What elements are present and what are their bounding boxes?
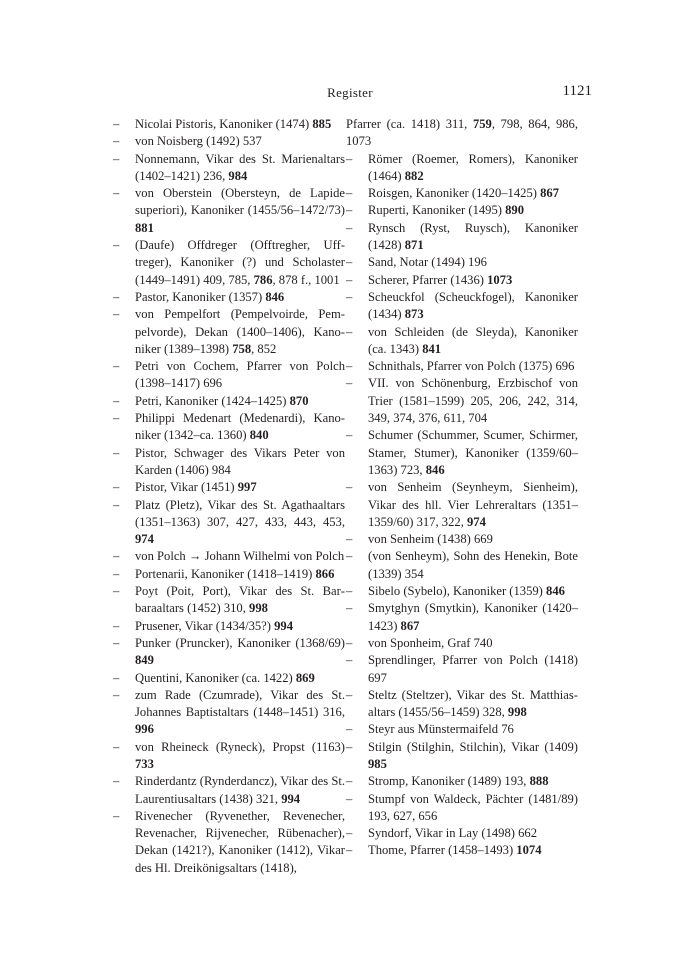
entry-text: Thome, Pfarrer (1458–1493) <box>368 843 517 858</box>
entry-text: Syndorf, Vikar in Lay (1498) 662 <box>368 826 538 841</box>
index-entry <box>346 202 578 219</box>
entry-text: Sand, Notar (1494) 196 <box>368 255 487 270</box>
entry-dash: – <box>346 601 353 616</box>
entry-main-reference: 846 <box>546 584 565 599</box>
entry-dash: – <box>113 117 120 131</box>
entry-text: von Pempelfort (Pempelvoirde, Pempelvorde), Dekan (1400–1406), Kanoniker (1389–1398) <box>135 307 345 356</box>
entry-dash: – <box>113 584 120 599</box>
index-entry <box>113 548 345 565</box>
index-entry <box>346 739 578 774</box>
index-entry <box>113 289 345 306</box>
entry-main-reference: 996 <box>135 722 154 737</box>
entry-text: zum Rade (Czumrade), Vikar des St. Johannes Baptistaltars (1448–1451) 316, <box>135 687 345 720</box>
entry-text: Roisgen, Kanoniker (1420–1425) <box>368 186 541 201</box>
index-entry <box>113 151 345 186</box>
index-entry <box>346 721 578 738</box>
entry-main-reference: 871 <box>404 238 424 253</box>
entry-dash: – <box>346 687 353 702</box>
index-entry <box>346 151 578 186</box>
entry-main-reference: 888 <box>529 774 549 789</box>
index-entry <box>113 185 345 237</box>
right-column <box>346 116 578 860</box>
index-entry <box>346 185 578 202</box>
entry-text: Prusener, Vikar (1434/35?) <box>135 618 275 633</box>
index-entry <box>346 375 578 427</box>
entry-dash: – <box>113 739 120 754</box>
entry-text: Scheuckfol (Scheuckfogel), Kanoniker (1434) <box>368 289 578 322</box>
index-entry <box>346 791 578 826</box>
index-entry <box>113 497 345 549</box>
entry-text: Philippi Medenart (Medenardi), Kanoniker (1342–ca. 1360) <box>135 411 345 443</box>
index-entry <box>346 652 578 687</box>
entry-main-reference: 786 <box>253 272 273 287</box>
entry-dash: – <box>346 376 353 391</box>
entry-main-reference: 994 <box>274 618 293 633</box>
index-entry <box>113 306 345 358</box>
entry-dash: – <box>113 238 120 253</box>
entry-text: Stumpf von Waldeck, Pächter (1481/89) 193, 627, 656 <box>368 791 578 823</box>
index-entry <box>113 739 345 774</box>
entry-dash: – <box>346 428 353 443</box>
index-entry <box>346 358 578 375</box>
entry-text: Nicolai Pistoris, Kanoniker (1474) <box>135 117 313 131</box>
entry-text: von Senheim (1438) 669 <box>368 532 493 547</box>
index-entry <box>346 583 578 600</box>
entry-main-reference: 758 <box>232 341 252 356</box>
entry-main-reference: 1074 <box>516 843 542 858</box>
entry-text: Ruperti, Kanoniker (1495) <box>368 203 506 218</box>
entry-text: (von Senheym), Sohn des Henekin, Bote (1339) 354 <box>368 549 578 581</box>
entry-main-reference: 841 <box>422 341 442 356</box>
entry-text: von Noisberg (1492) 537 <box>135 134 262 149</box>
entry-text: von Sponheim, Graf 740 <box>368 635 493 650</box>
entry-dash: – <box>113 687 120 702</box>
entry-main-reference: 846 <box>425 462 445 477</box>
entry-dash: – <box>346 272 353 287</box>
entry-dash: – <box>113 480 120 495</box>
entry-main-reference: 849 <box>135 653 154 668</box>
page-number: 1121 <box>562 83 592 99</box>
index-entry <box>346 687 578 722</box>
index-entry <box>113 410 345 445</box>
index-entry <box>113 479 345 496</box>
entry-dash: – <box>346 722 353 737</box>
entry-main-reference: 873 <box>404 307 424 322</box>
entry-text: Sprendlinger, Pfarrer von Polch (1418) 697 <box>368 653 578 685</box>
entry-dash: – <box>113 808 120 823</box>
entry-main-reference: 890 <box>505 203 524 218</box>
entry-main-reference: 870 <box>289 393 309 408</box>
entry-dash: – <box>346 324 353 339</box>
entry-main-reference: 882 <box>404 168 424 183</box>
entry-dash: – <box>346 826 353 841</box>
entry-dash: – <box>346 532 353 547</box>
entry-text-tail: , 878 f., 1001 <box>272 272 340 287</box>
entry-text: von Senheim (Seynheym, Sienheim), Vikar des hll. Vier Lehreraltars (1351–1359/60) 317, 322, <box>368 480 578 529</box>
entry-text: Rivenecher (Ryvenether, Revenecher, Revenacher, Rijvenecher, Rübenacher), Dekan (1421?), Kanoniker (1412), Vikar des Hl. Dreikönigsaltars (1418), <box>135 808 345 875</box>
index-entry <box>113 773 345 808</box>
entry-main-reference: 866 <box>315 566 335 581</box>
entry-text: Poyt (Poit, Port), Vikar des St. Barbaraaltars (1452) 310, <box>135 584 345 616</box>
entry-dash: – <box>346 843 353 858</box>
entry-main-reference: 840 <box>249 428 269 443</box>
index-entry <box>113 358 345 393</box>
entry-dash: – <box>346 549 353 564</box>
entry-dash: – <box>113 670 120 685</box>
index-entry <box>346 600 578 635</box>
entry-main-reference: 733 <box>135 756 154 771</box>
entry-main-reference: 867 <box>540 186 559 201</box>
entry-main-reference: 994 <box>281 791 301 806</box>
entry-text: von Schleiden (de Sleyda), Kanoniker (ca. 1343) <box>368 324 578 356</box>
entry-dash: – <box>113 445 120 460</box>
entry-text: von Rheineck (Ryneck), Propst (1163) <box>135 739 345 754</box>
entry-dash: – <box>113 307 120 322</box>
entry-text: Pistor, Vikar (1451) <box>135 480 238 495</box>
entry-text-tail: , 852 <box>251 341 277 356</box>
entry-main-reference: 985 <box>368 756 387 771</box>
entry-dash: – <box>346 220 353 235</box>
entry-dash: – <box>113 618 120 633</box>
entry-dash: – <box>346 480 353 495</box>
index-entry <box>346 635 578 652</box>
entry-text: Quentini, Kanoniker (ca. 1422) <box>135 670 296 685</box>
index-entry <box>113 687 345 739</box>
entry-dash: – <box>346 289 353 304</box>
index-entry <box>113 670 345 687</box>
entry-main-reference: 998 <box>249 601 268 616</box>
entry-main-reference: 998 <box>507 705 527 720</box>
index-entry <box>346 825 578 842</box>
entry-text: Scherer, Pfarrer (1436) <box>368 272 488 287</box>
entry-dash: – <box>113 635 120 650</box>
index-entry <box>346 479 578 531</box>
entry-text: Sibelo (Sybelo), Kanoniker (1359) <box>368 584 547 599</box>
entry-text: Steyr aus Münstermaifeld 76 <box>368 722 514 737</box>
entry-text: Stromp, Kanoniker (1489) 193, <box>368 774 530 789</box>
entry-text: (Daufe) Offdreger (Offtregher, Ufftreger), Kanoniker (?) und Scholaster (1449–1491) 409, 785, <box>135 238 345 287</box>
entry-main-reference: 867 <box>400 618 420 633</box>
entry-dash: – <box>113 186 120 201</box>
entry-dash: – <box>113 549 120 564</box>
entry-dash: – <box>346 635 353 650</box>
entry-dash: – <box>113 151 120 166</box>
index-entry <box>113 237 345 289</box>
index-entry <box>113 133 345 150</box>
entry-text: Rynsch (Ryst, Ruysch), Kanoniker (1428) <box>368 220 578 253</box>
entry-text-tail: , 798, 864, 986, 1073 <box>346 117 578 149</box>
index-entry <box>113 583 345 618</box>
entry-dash: – <box>346 653 353 668</box>
entry-text: von Polch → Johann Wilhelmi von Polch <box>135 549 345 564</box>
entry-dash: – <box>113 411 120 426</box>
entry-main-reference: 881 <box>135 220 154 235</box>
entry-text: Schumer (Schummer, Scumer, Schirmer, Stamer, Stumer), Kanoniker (1359/60–1363) 723, <box>368 428 578 477</box>
index-entry <box>113 635 345 670</box>
index-entry <box>346 842 578 859</box>
entry-dash: – <box>346 151 353 166</box>
index-entry <box>113 618 345 635</box>
entry-main-reference: 997 <box>237 480 257 495</box>
index-entry <box>113 393 345 410</box>
entry-dash: – <box>113 497 120 512</box>
entry-text: Smytghyn (Smytkin), Kanoniker (1420–1423) <box>368 601 578 633</box>
index-entry <box>113 445 345 480</box>
index-entry <box>346 427 578 479</box>
entry-dash: – <box>346 255 353 270</box>
entry-dash: – <box>113 774 120 789</box>
index-entry <box>346 272 578 289</box>
running-header-title: Register <box>327 85 373 100</box>
entry-text: Pfarrer (ca. 1418) 311, <box>346 117 473 131</box>
entry-text: von Oberstein (Obersteyn, de Lapide superiori), Kanoniker (1455/56–1472/73) <box>135 186 345 218</box>
entry-main-reference: 869 <box>295 670 315 685</box>
index-entry <box>346 116 578 151</box>
entry-dash: – <box>346 584 353 599</box>
entry-text: Petri, Kanoniker (1424–1425) <box>135 393 290 408</box>
entry-main-reference: 974 <box>135 532 154 547</box>
entry-text: Portenarii, Kanoniker (1418–1419) <box>135 566 316 581</box>
entry-text: Römer (Roemer, Romers), Kanoniker (1464) <box>368 151 578 183</box>
entry-main-reference: 974 <box>467 514 486 529</box>
entry-dash: – <box>113 289 120 304</box>
entry-dash: – <box>346 203 353 218</box>
index-entry <box>113 566 345 583</box>
index-entry <box>346 254 578 271</box>
entry-text: Stilgin (Stilghin, Stilchin), Vikar (1409) <box>368 739 578 754</box>
entry-main-reference: 984 <box>228 168 248 183</box>
entry-main-reference: 846 <box>265 289 285 304</box>
entry-dash: – <box>113 566 120 581</box>
entry-dash: – <box>346 739 353 754</box>
entry-text: Petri von Cochem, Pfarrer von Polch (1398–1417) 696 <box>135 359 345 391</box>
entry-text: Punker (Pruncker), Kanoniker (1368/69) <box>135 635 345 650</box>
index-entry <box>113 808 345 877</box>
entry-text: Schnithals, Pfarrer von Polch (1375) 696 <box>368 359 575 374</box>
entry-dash: – <box>346 791 353 806</box>
index-entry <box>346 324 578 359</box>
entry-dash: – <box>346 359 353 374</box>
entry-dash: – <box>113 393 120 408</box>
entry-dash: – <box>113 134 120 149</box>
index-entry <box>346 773 578 790</box>
entry-text: Steltz (Steltzer), Vikar des St. Matthiasaltars (1455/56–1459) 328, <box>368 687 578 720</box>
index-entry <box>346 220 578 255</box>
index-entry <box>113 116 345 133</box>
entry-text: Platz (Pletz), Vikar des St. Agathaaltars (1351–1363) 307, 427, 433, 443, 453, <box>135 497 345 529</box>
entry-text: Pistor, Schwager des Vikars Peter von Karden (1406) 984 <box>135 445 345 477</box>
entry-main-reference: 759 <box>472 117 492 131</box>
left-column <box>113 116 345 877</box>
entry-text: Rinderdantz (Rynderdancz), Vikar des St. Laurentiusaltars (1438) 321, <box>135 774 345 806</box>
entry-dash: – <box>346 186 353 201</box>
entry-main-reference: 1073 <box>487 272 513 287</box>
entry-text: Pastor, Kanoniker (1357) <box>135 289 266 304</box>
entry-main-reference: 885 <box>312 117 332 131</box>
index-entry <box>346 531 578 548</box>
entry-dash: – <box>113 359 120 374</box>
entry-text: VII. von Schönenburg, Erzbischof von Trier (1581–1599) 205, 206, 242, 314, 349, 374, 376, 611, 704 <box>368 376 578 426</box>
entry-dash: – <box>346 774 353 789</box>
index-entry <box>346 548 578 583</box>
entry-text: Nonnemann, Vikar des St. Marienaltars (1402–1421) 236, <box>135 151 345 183</box>
index-entry <box>346 289 578 324</box>
